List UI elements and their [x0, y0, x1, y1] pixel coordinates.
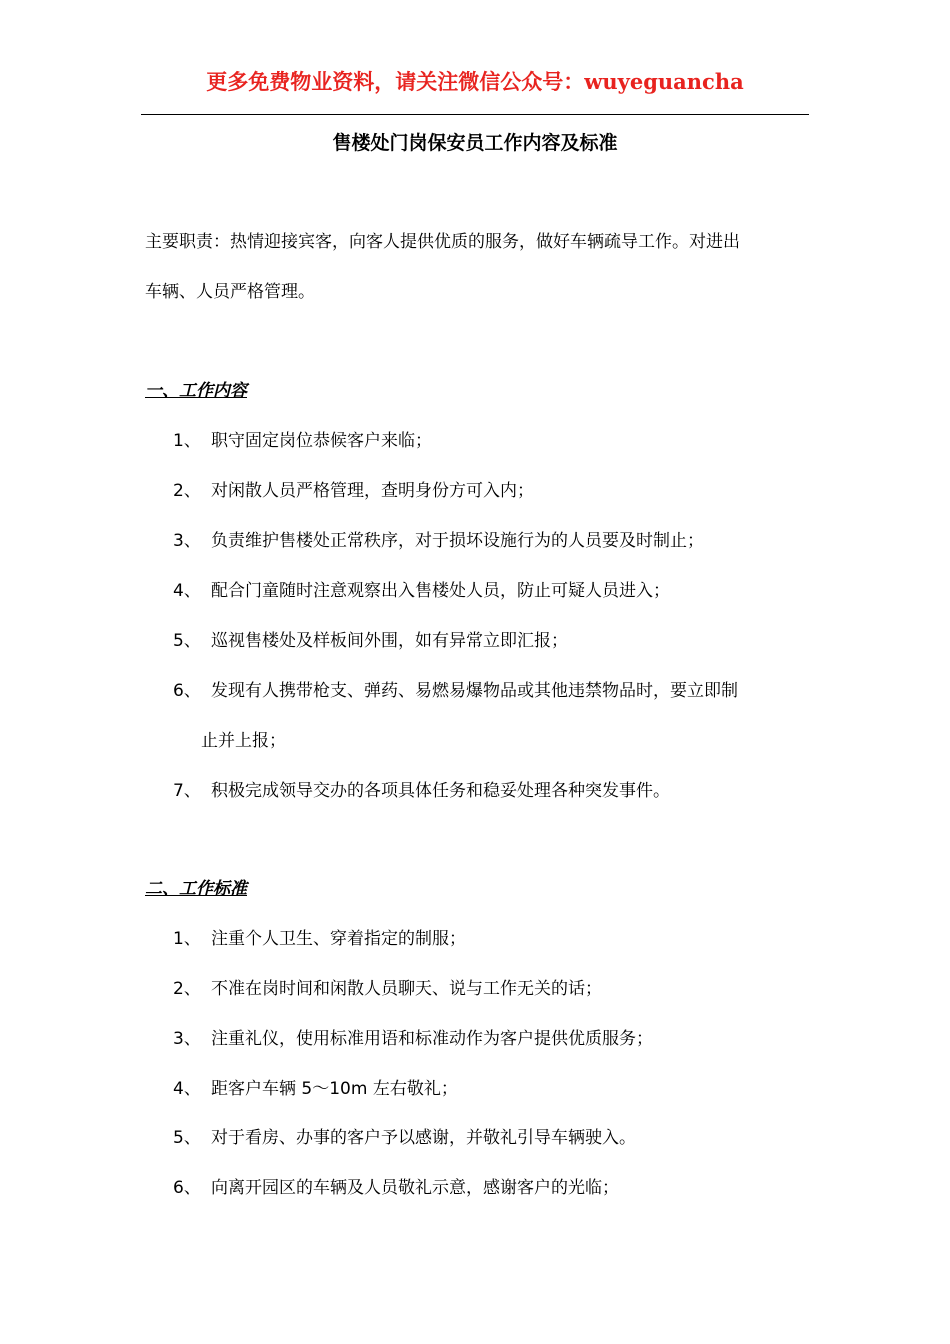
document-title: 售楼处门岗保安员工作内容及标准	[332, 132, 618, 154]
list-item-number: 1、	[173, 929, 201, 949]
list-item	[173, 1025, 653, 1053]
list-item-text: 职守固定岗位恭候客户来临；	[211, 431, 432, 451]
list-item-text: 不准在岗时间和闲散人员聊天、说与工作无关的话；	[211, 979, 602, 999]
list-item-number: 3、	[173, 1029, 201, 1049]
list-item-number: 4、	[173, 1079, 201, 1099]
section-heading-work-standards: 二、工作标准	[145, 879, 247, 899]
duty-paragraph-line-1: 主要职责：热情迎接宾客，向客人提供优质的服务，做好车辆疏导工作。对进出	[145, 232, 740, 252]
list-item-text: 负责维护售楼处正常秩序，对于损坏设施行为的人员要及时制止；	[211, 531, 704, 551]
duty-paragraph-line-2: 车辆、人员严格管理。	[145, 282, 315, 302]
list-item-number: 5、	[173, 1128, 201, 1148]
list-item	[173, 777, 670, 805]
list-item	[173, 577, 670, 605]
list-item-text: 注重个人卫生、穿着指定的制服；	[211, 929, 466, 949]
list-item	[173, 1124, 636, 1152]
list-item	[173, 975, 602, 1003]
list-item-continuation: 止并上报；	[201, 731, 286, 751]
list-item-text: 对闲散人员严格管理，查明身份方可入内；	[211, 481, 534, 501]
section-heading-work-content: 一、工作内容	[145, 381, 247, 401]
list-item-number: 6、	[173, 681, 201, 701]
list-item-number: 3、	[173, 531, 201, 551]
list-item-number: 2、	[173, 481, 201, 501]
list-item	[173, 1075, 458, 1103]
list-item-number: 2、	[173, 979, 201, 999]
header-divider	[141, 114, 809, 115]
list-item-text: 配合门童随时注意观察出入售楼处人员，防止可疑人员进入；	[211, 581, 670, 601]
list-item	[173, 527, 704, 555]
list-item	[173, 427, 432, 455]
list-item-number: 6、	[173, 1178, 201, 1198]
header-banner: 更多免费物业资料，请关注微信公众号：wuyeguancha	[206, 69, 744, 94]
list-item-text: 巡视售楼处及样板间外围，如有异常立即汇报；	[211, 631, 568, 651]
list-item-text: 发现有人携带枪支、弹药、易燃易爆物品或其他违禁物品时，要立即制	[211, 681, 738, 701]
list-item-number: 1、	[173, 431, 201, 451]
list-item-text: 注重礼仪，使用标准用语和标准动作为客户提供优质服务；	[211, 1029, 653, 1049]
list-item-text: 对于看房、办事的客户予以感谢，并敬礼引导车辆驶入。	[211, 1128, 636, 1148]
list-item	[173, 925, 466, 953]
list-item-number: 7、	[173, 781, 201, 801]
list-item	[173, 477, 534, 505]
list-item	[173, 1174, 619, 1202]
list-item-text: 向离开园区的车辆及人员敬礼示意，感谢客户的光临；	[211, 1178, 619, 1198]
list-item-text: 积极完成领导交办的各项具体任务和稳妥处理各种突发事件。	[211, 781, 670, 801]
list-item-number: 4、	[173, 581, 201, 601]
list-item-text: 距客户车辆 5～10m 左右敬礼；	[211, 1079, 458, 1099]
list-item	[173, 677, 738, 705]
list-item-number: 5、	[173, 631, 201, 651]
list-item	[173, 627, 568, 655]
